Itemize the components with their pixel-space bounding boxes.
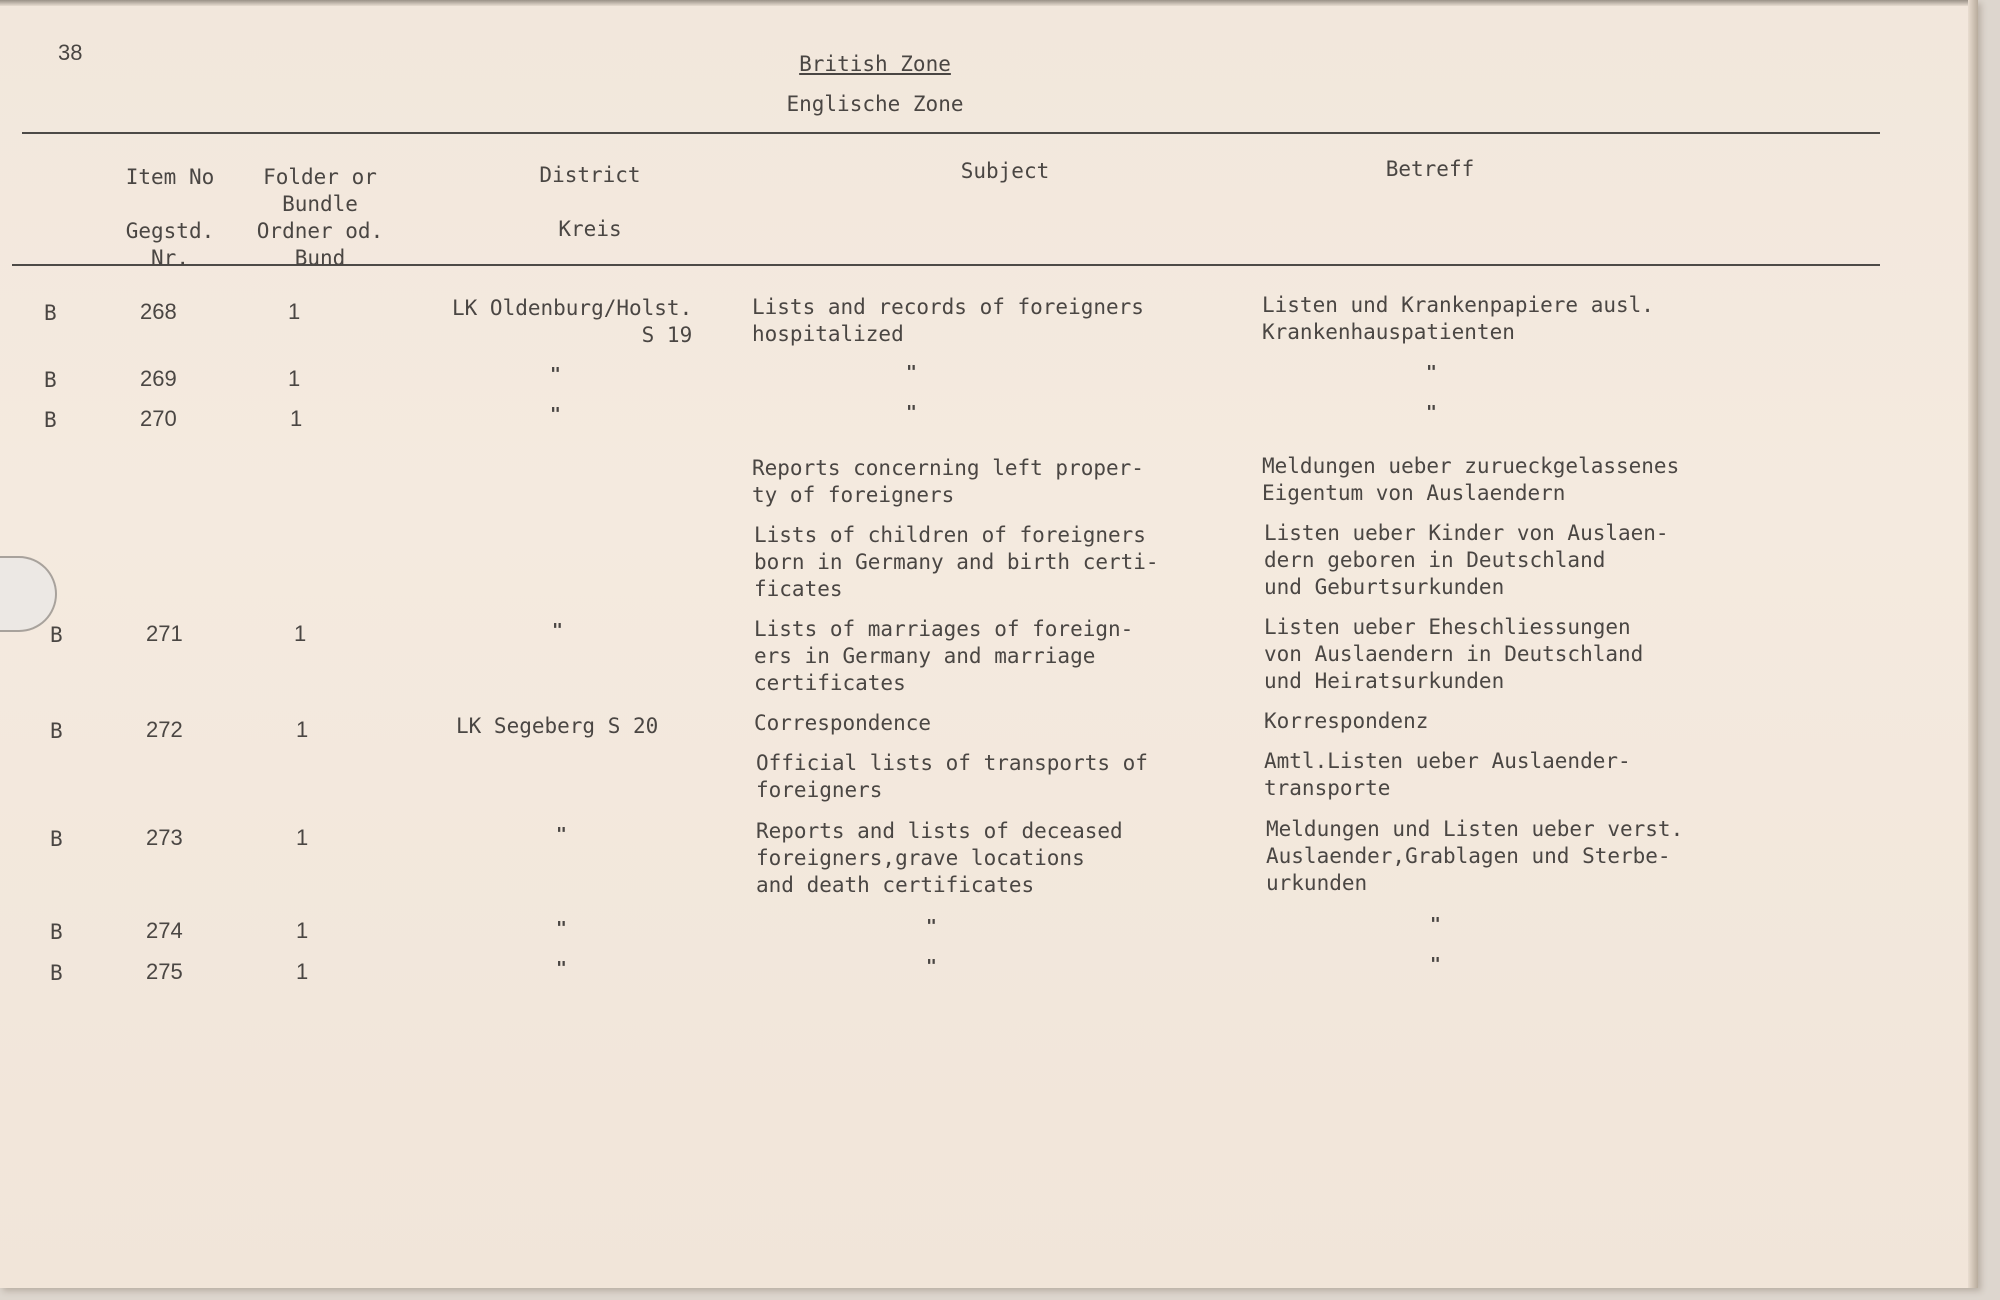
row-folder: 1	[290, 406, 303, 431]
row-item-no: 269	[140, 366, 177, 391]
row-district-ditto: "	[556, 918, 567, 939]
row-district: LK Oldenburg/Holst. S 19	[452, 296, 693, 347]
row-folder: 1	[288, 366, 301, 391]
row-prefix: B	[44, 408, 57, 432]
row-subject-ditto: "	[906, 402, 917, 423]
row-item-no: 274	[146, 918, 183, 943]
row-folder: 1	[288, 299, 301, 324]
row-betreff-ditto: "	[1426, 362, 1437, 383]
row-folder: 1	[296, 918, 309, 943]
row-betreff: Meldungen und Listen ueber verst. Auslaender,Grablagen und Sterbe- urkunden	[1266, 817, 1684, 895]
row-item-no: 268	[140, 299, 177, 324]
row-subject: Lists of marriages of foreign- ers in Germany and marriage certificates	[754, 617, 1134, 695]
header-district: District Kreis	[539, 163, 641, 241]
row-item-no: 271	[146, 621, 183, 646]
header-top-rule	[22, 132, 1880, 134]
header-folder: Folder or Bundle Ordner od. Bund	[256, 165, 384, 270]
row-folder: 1	[296, 717, 309, 742]
row-item-no: 273	[146, 825, 183, 850]
row-betreff: Meldungen ueber zurueckgelassenes Eigentum von Auslaendern	[1262, 454, 1680, 505]
row-item-no: 272	[146, 717, 183, 742]
row-prefix: B	[50, 961, 63, 985]
page-tab-cutout	[0, 556, 57, 632]
row-prefix: B	[44, 368, 57, 392]
row-subject: Correspondence	[754, 711, 932, 735]
row-district-ditto: "	[556, 958, 567, 979]
row-betreff: Listen ueber Kinder von Auslaen- dern geboren in Deutschland und Geburtsurkunden	[1264, 521, 1669, 599]
row-district-ditto: "	[552, 620, 563, 641]
row-subject: Reports concerning left proper- ty of foreigners	[752, 456, 1144, 507]
row-folder: 1	[296, 959, 309, 984]
row-subject: Reports and lists of deceased foreigners,grave locations and death certificates	[756, 819, 1123, 897]
page-title: British Zone	[799, 52, 951, 76]
page-top-edge	[0, 0, 1978, 6]
row-prefix: B	[50, 623, 63, 647]
row-betreff-ditto: "	[1426, 402, 1437, 423]
row-prefix: B	[50, 920, 63, 944]
row-subject: Lists and records of foreigners hospitalized	[752, 295, 1144, 346]
row-betreff: Korrespondenz	[1264, 709, 1429, 733]
row-folder: 1	[294, 621, 307, 646]
row-subject-ditto: "	[906, 362, 917, 383]
row-subject: Official lists of transports of foreigners	[756, 751, 1148, 802]
row-subject-ditto: "	[926, 956, 937, 977]
page-number: 38	[58, 40, 83, 65]
row-district: LK Segeberg S 20	[456, 714, 659, 738]
row-betreff: Listen und Krankenpapiere ausl. Krankenhauspatienten	[1262, 293, 1654, 344]
row-betreff-ditto: "	[1430, 954, 1441, 975]
row-district-ditto: "	[550, 364, 561, 385]
page-subtitle: Englische Zone	[786, 92, 964, 116]
row-item-no: 270	[140, 406, 177, 431]
header-item-no: Item No Gegstd. Nr.	[125, 165, 215, 270]
page-right-edge	[1968, 0, 1978, 1288]
row-district-ditto: "	[550, 404, 561, 425]
row-betreff-ditto: "	[1430, 914, 1441, 935]
row-betreff: Listen ueber Eheschliessungen von Auslaendern in Deutschland und Heiratsurkunden	[1264, 615, 1644, 693]
row-prefix: B	[44, 301, 57, 325]
row-subject: Lists of children of foreigners born in Germany and birth certi- ficates	[754, 523, 1159, 601]
row-betreff: Amtl.Listen ueber Auslaender- transporte	[1264, 749, 1631, 800]
row-folder: 1	[296, 825, 309, 850]
row-district-ditto: "	[556, 824, 567, 845]
header-subject: Subject	[960, 159, 1050, 183]
row-subject-ditto: "	[926, 916, 937, 937]
row-prefix: B	[50, 719, 63, 743]
header-betreff: Betreff	[1385, 157, 1475, 181]
row-item-no: 275	[146, 959, 183, 984]
row-prefix: B	[50, 827, 63, 851]
